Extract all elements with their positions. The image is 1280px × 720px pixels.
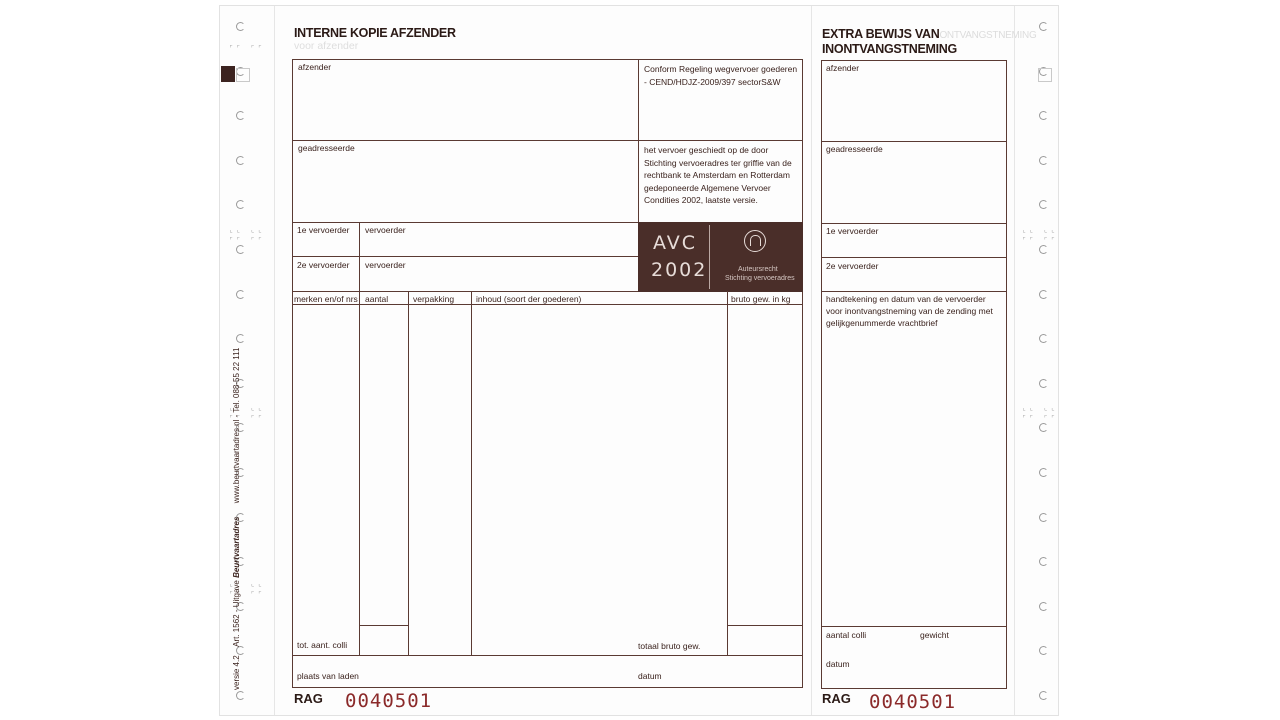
margin-imprint: versie 4.2 Art. 1562 - Uitgave Beurtvaartadres www.beurtvaartadres.nl - Tel. 088-55 22 111 xyxy=(232,347,241,690)
feed-hole xyxy=(236,156,245,165)
col-merken: merken en/of nrs xyxy=(294,294,358,304)
feed-hole xyxy=(1039,200,1048,209)
right-serial-number: 0040501 xyxy=(869,691,957,713)
datum-field[interactable]: datum xyxy=(638,671,662,681)
avc-2002-block xyxy=(638,222,803,292)
right-title-line1: EXTRA BEWIJS VANONTVANGSTNEMING xyxy=(822,27,1037,41)
right-datum-field[interactable]: datum xyxy=(826,659,850,669)
right-gewicht-field[interactable]: gewicht xyxy=(920,630,949,640)
left-subtitle-faded: voor afzender xyxy=(294,40,359,52)
feed-hole xyxy=(1039,513,1048,522)
feed-hole xyxy=(1039,334,1048,343)
vervoer-note: het vervoer geschiedt op de door Stichting vervoeradres ter griffie van de rechtbank te Amsterdam en Rotterdam gedeponeerde Algemene Vervoer Condities 2002, laatste versie. xyxy=(644,145,792,205)
col-verpakking: verpakking xyxy=(413,294,455,304)
serial-number: 0040501 xyxy=(345,690,433,712)
right-vervoerder2-field[interactable]: 2e vervoerder xyxy=(826,261,879,271)
avc-caption-1: Auteursrecht xyxy=(738,266,778,273)
vervoerder2-field[interactable]: vervoerder xyxy=(365,260,406,270)
feed-hole xyxy=(1039,691,1048,700)
col-bruto-gew: bruto gew. in kg xyxy=(731,294,791,304)
registration-tab xyxy=(221,66,235,82)
avc-label: AVC xyxy=(653,232,698,254)
geadresseerde-field[interactable]: geadresseerde xyxy=(298,143,355,153)
perforation-right xyxy=(1014,6,1015,715)
feed-hole xyxy=(1039,423,1048,432)
feed-hole xyxy=(236,334,245,343)
tot-aant-colli-label: tot. aant. colli xyxy=(297,640,348,650)
feed-hole xyxy=(1039,111,1048,120)
conform-note: Conform Regeling wegvervoer goederen - CEND/HDJZ-2009/397 sectorS&W xyxy=(644,64,798,87)
signature-field[interactable]: handtekening en datum van de vervoerder voor inontvangstneming van de zending met gelijkgenummerde vrachtbrief xyxy=(826,294,993,328)
right-geadresseerde-field[interactable]: geadresseerde xyxy=(826,144,883,154)
right-aantal-colli-field[interactable]: aantal colli xyxy=(826,630,867,640)
feed-hole xyxy=(1039,22,1048,31)
right-vervoerder1-field[interactable]: 1e vervoerder xyxy=(826,226,879,236)
seal-icon xyxy=(744,230,766,252)
rag-label: RAG xyxy=(294,691,323,706)
avc-caption-2: Stichting vervoeradres xyxy=(725,275,795,282)
plaats-van-laden-field[interactable]: plaats van laden xyxy=(297,671,359,681)
feed-hole xyxy=(1039,379,1048,388)
avc-year: 2002 xyxy=(651,259,708,281)
feed-hole xyxy=(236,245,245,254)
feed-hole xyxy=(1039,557,1048,566)
feed-hole xyxy=(1039,290,1048,299)
feed-hole xyxy=(236,22,245,31)
feed-hole xyxy=(1039,156,1048,165)
left-title: INTERNE KOPIE AFZENDER xyxy=(294,26,456,40)
right-afzender-field[interactable]: afzender xyxy=(826,63,860,73)
right-title-line2: INONTVANGSTNEMING xyxy=(822,42,957,56)
perforation-left xyxy=(274,6,275,715)
feed-hole xyxy=(1039,646,1048,655)
registration-mark xyxy=(236,68,250,82)
perforation-middle xyxy=(811,6,812,715)
feed-hole xyxy=(236,111,245,120)
feed-hole xyxy=(1039,245,1048,254)
feed-hole xyxy=(1039,602,1048,611)
registration-mark xyxy=(1038,68,1052,82)
vervoerder1-label: 1e vervoerder xyxy=(297,225,350,235)
afzender-field[interactable]: afzender xyxy=(298,62,332,72)
col-aantal: aantal xyxy=(365,294,389,304)
right-rag-label: RAG xyxy=(822,691,851,706)
feed-hole xyxy=(1039,468,1048,477)
vervoerder1-field[interactable]: vervoerder xyxy=(365,225,406,235)
feed-hole xyxy=(236,200,245,209)
feed-hole xyxy=(236,691,245,700)
feed-hole xyxy=(236,290,245,299)
right-form-frame xyxy=(821,60,1007,689)
vervoerder2-label: 2e vervoerder xyxy=(297,260,350,270)
col-inhoud: inhoud (soort der goederen) xyxy=(476,294,582,304)
totaal-bruto-label: totaal bruto gew. xyxy=(638,641,701,651)
